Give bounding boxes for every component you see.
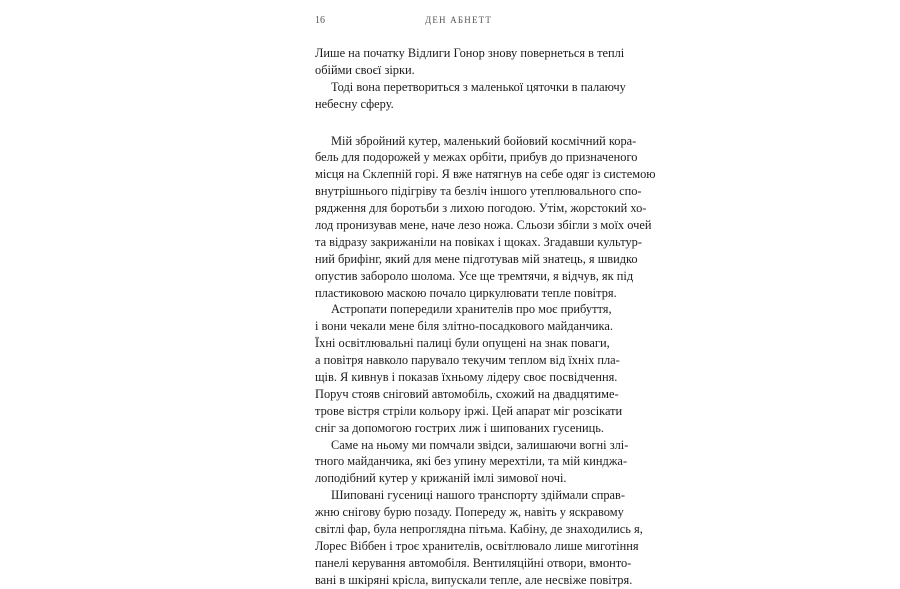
running-title: ДЕН АБНЕТТ	[425, 15, 493, 25]
text-line: лод пронизував мене, наче лезо ножа. Сльози збігли з моїх очей	[315, 218, 652, 233]
text-line: тного майданчика, які без упину мерехтіли, та мій кинджа-	[315, 454, 628, 469]
text-line: лоподібний кутер у крижаній імлі зимової ночі.	[315, 471, 567, 486]
text-line: небесну сферу.	[315, 96, 394, 111]
text-line: Їхні освітлювальні палиці були опущені на знак поваги,	[315, 336, 610, 351]
paragraph	[300, 133, 656, 302]
paragraph	[300, 45, 625, 79]
running-head	[315, 15, 605, 29]
text-line: жню снігову бурю позаду. Попереду ж, навіть у яскравому	[315, 505, 624, 520]
text-line: щів. Я кивнув і показав їхньому лідеру своє посвідчення.	[315, 370, 618, 385]
text-line: Мій збройний кутер, маленький бойовий космічний кора-	[331, 133, 637, 148]
text-line: світлі фар, була непроглядна пітьма. Кабіну, де знаходились я,	[315, 522, 643, 537]
text-line: панелі керування автомобіля. Вентиляційні отвори, вмонто-	[315, 555, 632, 570]
paragraph	[300, 79, 626, 113]
text-line: Лорес Віббен і троє хранителів, освітлювало лише миготіння	[315, 538, 639, 553]
text-line: ний брифінг, який для мене підготував мій знатець, я швидко	[315, 251, 638, 266]
text-line: а повітря навколо парувало текучим теплом від їхніх пла-	[315, 353, 620, 368]
text-line: обійми своєї зірки.	[315, 62, 415, 77]
body-text	[300, 45, 656, 589]
text-line: та відразу закрижаніли на повіках і щоках. Згадавши культур-	[315, 234, 642, 249]
text-line: Саме на ньому ми помчали звідси, залишаючи вогні злі-	[331, 437, 629, 452]
text-line: Поруч стояв сніговий автомобіль, схожий на двадцятиме-	[315, 386, 619, 401]
text-line: Шиповані гусениці нашого транспорту здіймали справ-	[331, 488, 626, 503]
section-break	[300, 113, 602, 133]
text-line: Тоді вона перетвориться з маленької цяточки в палаючу	[331, 79, 626, 94]
text-line: опустив заборолo шолома. Усе ще тремтячи, я відчув, як під	[315, 268, 634, 283]
text-line: Лише на початку Відлиги Гонор знову повернеться в теплі	[315, 46, 625, 60]
page-number: 16	[315, 15, 325, 26]
text-line: внутрішнього підігріву та безліч іншого утеплювального спо-	[315, 184, 642, 199]
paragraph	[300, 301, 623, 436]
text-line: рядження для боротьби з лихою погодою. Утім, жорстокий хо-	[315, 201, 647, 216]
text-line: сніг за допомогою гострих лиж і шипованих гусениць.	[315, 420, 604, 435]
text-line: Астропати попередили хранителів про моє прибуття,	[331, 302, 612, 317]
text-line: місця на Склепній горі. Я вже натягнув на себе одяг із системою	[315, 167, 656, 182]
text-line: трове вістря стріли кольору іржі. Цей апарат міг розсікати	[315, 403, 623, 418]
text-line: пластиковою маскою почало циркулювати тепле повітря.	[315, 285, 617, 300]
text-line: бель для подорожей у межах орбіти, прибув до призначеного	[315, 150, 638, 165]
text-line: і вони чекали мене біля злітно-посадкового майданчика.	[315, 319, 613, 334]
text-line: вані в шкіряні крісла, випускали тепле, але несвіже повітря.	[315, 572, 633, 587]
paragraph	[300, 437, 629, 488]
paragraph	[300, 487, 643, 588]
